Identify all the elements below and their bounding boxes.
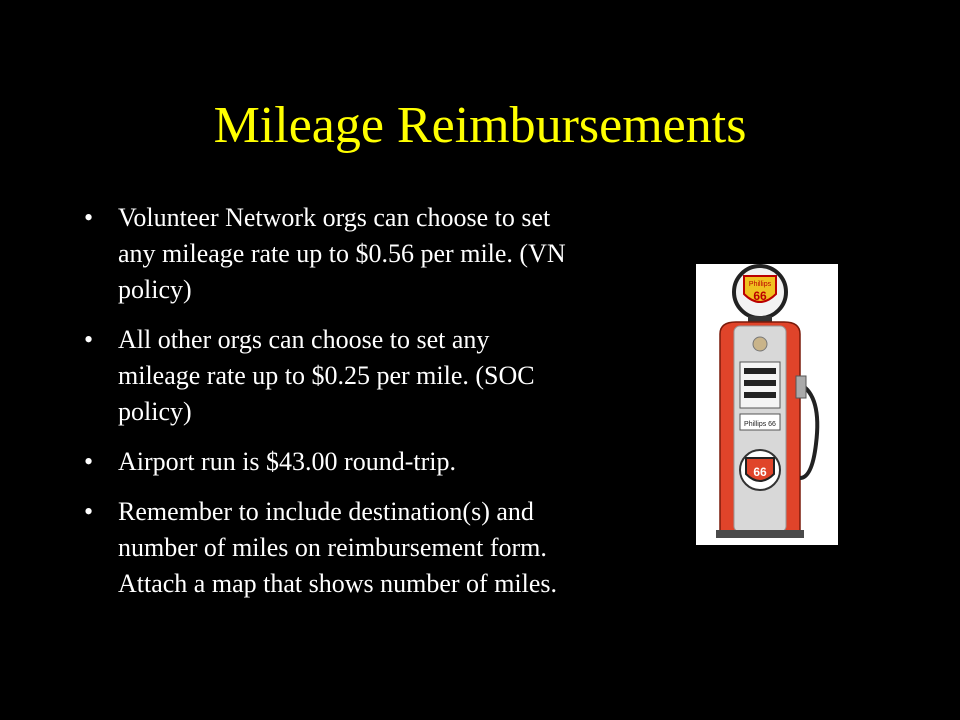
bullet-dot: • bbox=[84, 447, 94, 476]
lower-logo-number: 66 bbox=[753, 465, 767, 479]
bullet-dot: • bbox=[84, 497, 94, 526]
bullet-dot: • bbox=[84, 325, 94, 354]
bullet-item bbox=[84, 200, 574, 308]
bullet-text: Remember to include destination(s) and number of miles on reimbursement form. Attach a map that shows number of miles. bbox=[118, 497, 558, 598]
gas-pump-icon bbox=[696, 264, 838, 545]
bullet-item bbox=[84, 494, 574, 602]
logo-top-text: Phillips bbox=[748, 281, 772, 288]
bullet-item bbox=[84, 444, 574, 480]
bullet-text: Airport run is $43.00 round-trip. bbox=[118, 447, 456, 476]
slide-title: Mileage Reimbursements bbox=[213, 97, 747, 154]
bullet-text: All other orgs can choose to set any mileage rate up to $0.25 per mile. (SOC policy) bbox=[118, 325, 535, 426]
bullet-dot: • bbox=[84, 203, 94, 232]
logo-number: 66 bbox=[753, 289, 767, 303]
gas-pump-image bbox=[696, 264, 838, 545]
plate-text: Phillips 66 bbox=[744, 421, 776, 428]
bullet-item bbox=[84, 322, 574, 430]
bullet-list bbox=[84, 200, 574, 616]
bullet-text: Volunteer Network orgs can choose to set any mileage rate up to $0.56 per mile. (VN policy) bbox=[118, 203, 566, 304]
